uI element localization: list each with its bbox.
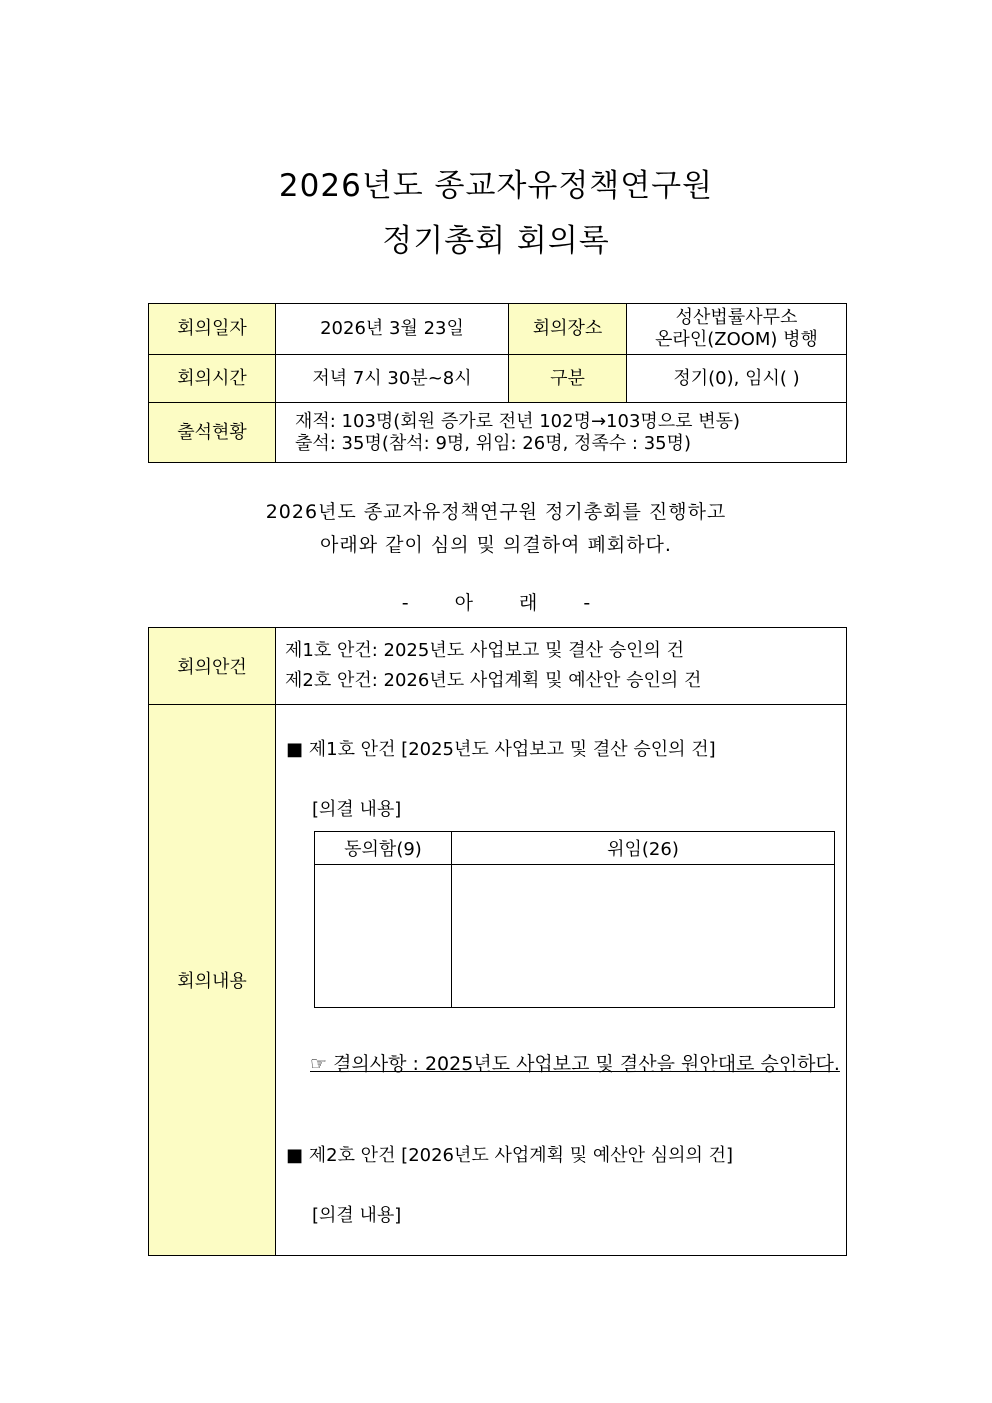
intro-line-2: 아래와 같이 심의 및 의결하여 폐회하다. [320,534,672,556]
content-cell [276,705,847,1256]
time-label: 회의시간 [149,355,276,403]
agenda-item-1: 제1호 안건: 2025년도 사업보고 및 결산 승인의 건 [285,640,684,661]
content-label: 회의내용 [149,705,276,1256]
item2-vote-heading: [의결 내용] [312,1205,402,1226]
attendance-label: 출석현황 [149,403,276,463]
meeting-info-table [148,303,847,463]
item1-heading: ■ 제1호 안건 [2025년도 사업보고 및 결산 승인의 건] [286,739,716,760]
document-title: 2026년도 종교자유정책연구원 [278,168,714,204]
agenda-item-2: 제2호 안건: 2026년도 사업계획 및 예산안 승인의 건 [285,670,702,691]
document-subtitle: 정기총회 회의록 [382,223,610,259]
type-label: 구분 [509,355,627,403]
place-value-line2: 온라인(ZOOM) 병행 [655,329,818,350]
vote-proxy-cell [452,865,835,1008]
vote-proxy-header: 위임(26) [452,832,835,865]
vote-table [314,831,835,1008]
resolution-text: ☞ 결의사항 : 2025년도 사업보고 및 결산을 원안대로 승인하다. [310,1053,840,1075]
date-value: 2026년 3월 23일 [276,304,509,355]
type-value: 정기(0), 임시( ) [627,355,847,403]
vote-agree-header: 동의함(9) [315,832,452,865]
intro-line-1: 2026년도 종교자유정책연구원 정기총회를 진행하고 [265,501,727,523]
agenda-items [276,628,847,705]
time-value: 저녁 7시 30분~8시 [276,355,509,403]
attendance-enrolled: 재적: 103명(회원 증가로 전년 102명→103명으로 변동) [295,410,741,432]
place-value-line1: 성산법률사무소 [675,307,798,328]
item2-heading: ■ 제2호 안건 [2026년도 사업계획 및 예산안 심의의 건] [286,1145,734,1166]
place-label: 회의장소 [509,304,627,355]
below-marker: - 아 래 - [401,592,591,614]
date-label: 회의일자 [149,304,276,355]
attendance-value [276,403,847,463]
place-value [627,304,847,355]
item1-vote-heading: [의결 내용] [312,799,402,820]
agenda-label: 회의안건 [149,628,276,705]
vote-agree-cell [315,865,452,1008]
attendance-present: 출석: 35명(참석: 9명, 위임: 26명, 정족수 : 35명) [295,432,692,454]
meeting-main-table [148,627,847,1256]
